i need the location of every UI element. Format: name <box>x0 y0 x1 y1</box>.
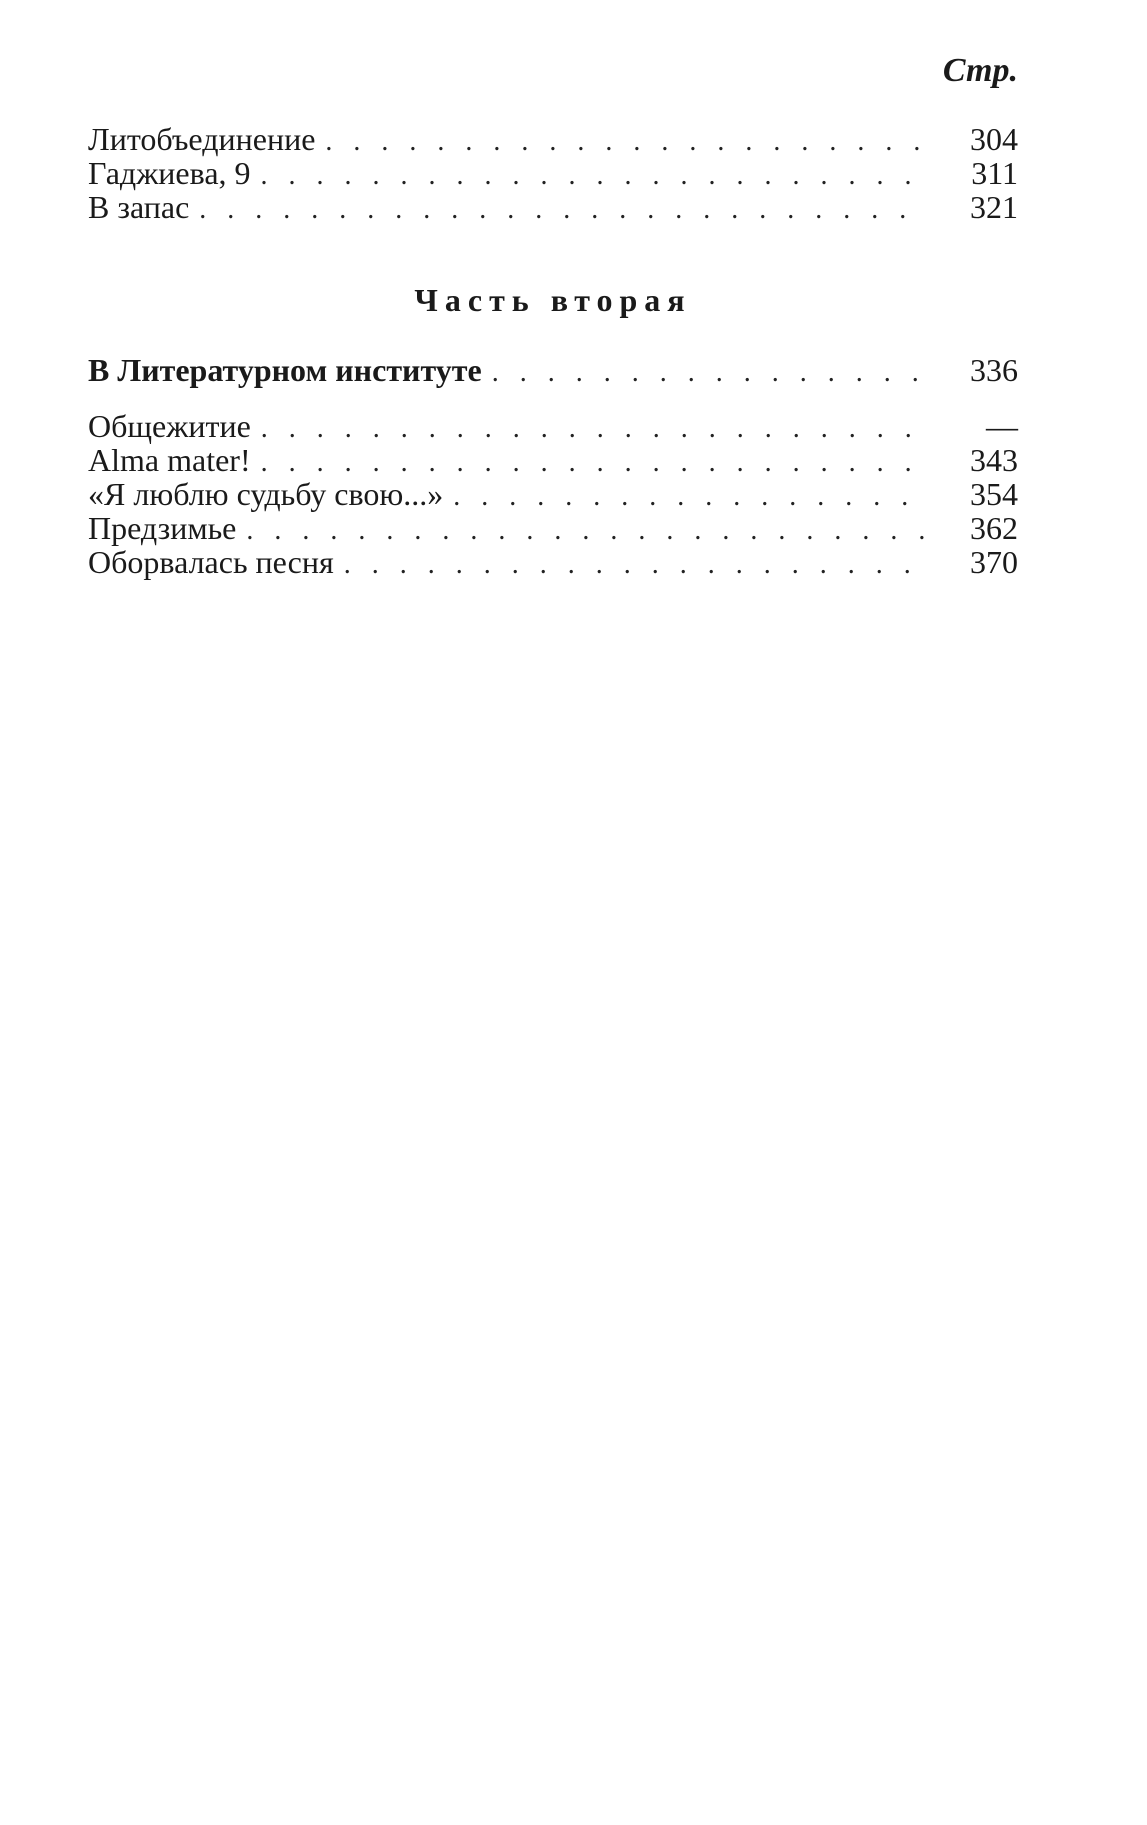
dot-leader <box>199 193 928 227</box>
part-heading: Часть вторая <box>414 282 692 318</box>
toc-entry <box>88 511 1018 545</box>
toc-entry-page: 343 <box>970 442 1018 478</box>
toc-entry-page: 354 <box>970 476 1018 512</box>
toc-entry-title: Alma mater! <box>88 442 251 478</box>
toc-chapter-entry <box>88 353 1018 387</box>
dot-leader <box>246 514 928 548</box>
dot-leader <box>261 159 928 193</box>
toc-entry-page: 370 <box>970 544 1018 580</box>
toc-entry <box>88 443 1018 477</box>
dot-leader <box>453 480 928 514</box>
toc-entry-page: 311 <box>971 155 1018 191</box>
toc-list-part-two <box>88 409 1018 579</box>
toc-entry <box>88 477 1018 511</box>
toc-entry-page: 304 <box>970 121 1018 157</box>
toc-entry-title: Гаджиева, 9 <box>88 155 251 191</box>
toc-entry-page: — <box>986 408 1018 444</box>
dot-leader <box>344 548 928 582</box>
dot-leader <box>325 125 928 159</box>
toc-entry <box>88 156 1018 190</box>
toc-chapter <box>88 353 1018 387</box>
toc-entry-title: Оборвалась песня <box>88 544 334 580</box>
toc-chapter-page: 336 <box>970 352 1018 388</box>
toc-entry-title: В запас <box>88 189 190 225</box>
toc-entry <box>88 409 1018 443</box>
toc-entry <box>88 122 1018 156</box>
dot-leader <box>492 356 928 390</box>
toc-chapter-title: В Литературном институте <box>88 352 482 388</box>
toc-entry-page: 362 <box>970 510 1018 546</box>
toc-entry-title: Общежитие <box>88 408 251 444</box>
toc-list-part-one <box>88 122 1018 224</box>
toc-entry-title: Литобъединение <box>88 121 316 157</box>
page-column-label: Стр. <box>942 52 1018 89</box>
toc-entry-title: «Я люблю судьбу свою...» <box>88 476 444 512</box>
toc-entry-page: 321 <box>970 189 1018 225</box>
toc-entry <box>88 545 1018 579</box>
dot-leader <box>261 446 928 480</box>
dot-leader <box>261 412 928 446</box>
toc-entry <box>88 190 1018 224</box>
toc-entry-title: Предзимье <box>88 510 237 546</box>
